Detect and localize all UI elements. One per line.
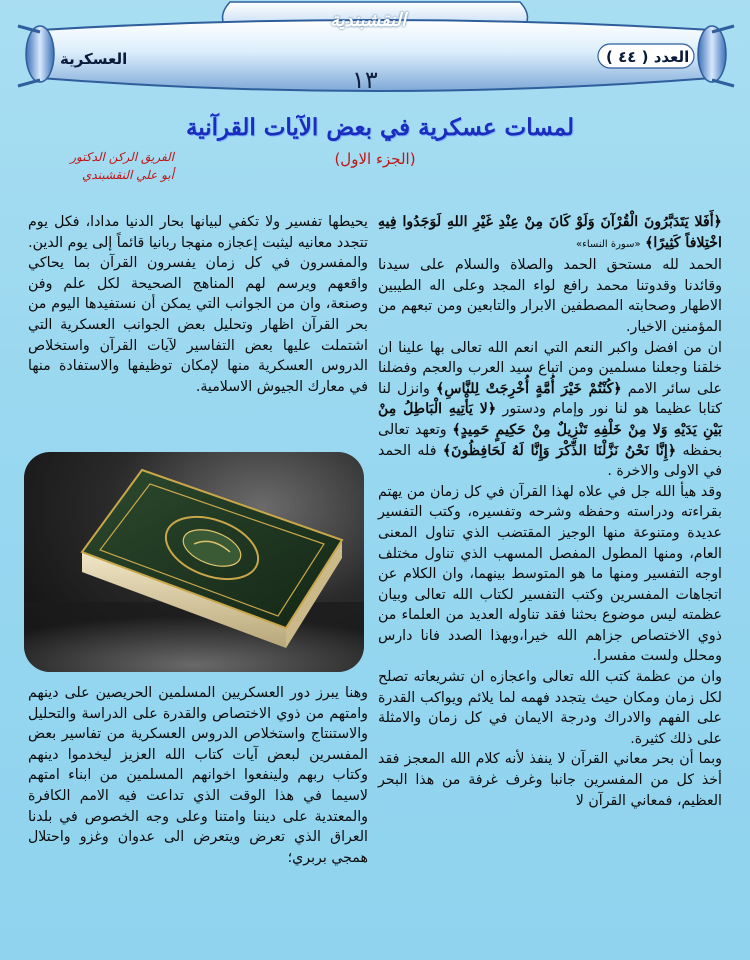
- verse-quote: ﴿إِنَّا نَحْنُ نَزَّلْنَا الذِّكْرَ وَإِنَّا لَهُ لَحَافِظُونَ﴾: [442, 442, 677, 459]
- verse-quote: ﴿كُنْتُمْ خَيْرَ أُمَّةٍ أُخْرِجَتْ لِلنَّاسِ﴾: [436, 380, 622, 397]
- text-run: وتعهد تعالى بحفظه: [378, 421, 723, 459]
- left-column-bottom: [28, 683, 368, 868]
- paragraph: وقد هيأ الله جل في علاه لهذا القرآن في كل زمان من يهتم بقراءته ودراسته وحفظه وشرحه وتفسيره، وكتب التفسير عديدة ومتنوعة منها الوجيز المقتضب الذي تناول المعنى العام، ومنها المطول المفصل المسهب الذي تناول مختلف اوجه التفسير ومنها ما هو المتوسط بينهما، وان الكلام عن اتجاهات المفسرين وكتب التفسير لكتاب الله تعالى وبيان عظمته ليس موضوع بحثنا فقد تناوله العديد من العلماء من ذوي الاختصاص جزاهم الله خيرا،وبهذا الصدد فانا دارس ومحلل ولست مفسرا.: [378, 483, 722, 665]
- article-subtitle: (الجزء الاول): [334, 150, 416, 168]
- paragraph: يحيطها تفسير ولا تكفي لبيانها بحار الدنيا مدادا، فكل يوم تتجدد معانيه ليثبت إعجازه منهجا ربانيا قائماً إلى يوم الدين.: [28, 214, 368, 251]
- verse-reference: «سورة النساء»: [576, 238, 641, 250]
- text-run: ان من افضل واكبر النعم التي انعم الله تعالى بها علينا ان خلقنا وجعلنا مسلمين ومن اتباع سيد العرب والعجم وفضلنا على سائر الامم: [378, 339, 722, 397]
- right-column: [378, 212, 722, 811]
- text-run: وانزل لنا كتابا عظيما هو لنا نور وإمام ودستور: [378, 380, 723, 418]
- paragraph: [378, 338, 722, 482]
- paragraph: والمفسرون في كل زمان يفسرون القرآن بما يحاكي واقعهم ويرسم لهم المناهج الصحيحة لكل علم وفن وصنعة، وان من الجوانب التي يمكن أن نستفيدها اليوم من بحر القرآن اظهار وتحليل بعض الجوانب العسكرية التي اشتملت عليها بعض التفاسير لآيات القرآن واستخلاص الدروس العسكرية منها لإمكان توظيفها والاستفادة منها في معارك الجيوش الاسلامية.: [28, 255, 368, 395]
- paragraph: وبما أن بحر معاني القرآن لا ينفذ لأنه كلام الله المعجز فقد أخذ كل من المفسرين جانبا وغرف غرفة من هذا البحر العظيم، فمعاني القرآن لا: [378, 751, 722, 809]
- paragraph: وان من عظمة كتب الله تعالى واعجازه ان تشريعاته تصلح لكل زمان ومكان حيث يتجدد فهمه لما يلائم ويواكب القدرة على الفهم والادراك ودرجة الايمان في كل زمان والامثلة على ذلك كثيرة.: [378, 669, 722, 747]
- quran-book-image: [24, 452, 364, 672]
- brand-name: النقشبندية: [330, 10, 407, 31]
- paragraph: وهنا يبرز دور العسكريين المسلمين الحريصين على دينهم وامتهم من ذوي الاختصاص والقدرة على الدراسة والتحليل والاستنتاج واستخلاص الدروس العسكرية من تفاسير بعض المفسرين لبعض آيات كتاب الله العزيز ليخدموا دينهم وكتاب ربهم ولينفعوا اخوانهم المسلمين من ابناء امتهم لاسيما في هذا الوقت الذي تداعت فيه الامم الكافرة والمعتدية على ديننا وامتنا وعلى وجه الخصوص في بلدنا العراق الذي تعرض ويتعرض الى عدوان وغزو واحتلال همجي بربري؛: [28, 685, 368, 866]
- paragraph: [378, 212, 722, 255]
- left-column-top: [28, 212, 368, 397]
- text-run: فله الحمد في الاولى والاخرة .: [378, 442, 722, 480]
- magazine-name: العسكرية: [60, 50, 128, 68]
- author-rank: الفريق الركن الدكتور: [70, 150, 174, 164]
- paragraph: الحمد لله مستحق الحمد والصلاة والسلام على سيدنا وقائدنا وقدوتنا محمد رافع لواء المجد وعلى اله الطيبين الاطهار وصحابته المصطفين الابرار والتابعين ومن تبعهم من المؤمنين الاخيار.: [378, 257, 722, 335]
- author-name: أبو علي النقشبندي: [82, 168, 174, 182]
- author-byline: [44, 148, 174, 184]
- issue-number: العدد ( ٤٤ ): [606, 48, 690, 66]
- verse-quote: ﴿أَفَلا يَتَدَبَّرُونَ الْقُرْآنَ وَلَوْ كَانَ مِنْ عِنْدِ غَيْرِ اللهِ لَوَجَدُوا فِيهِ اخْتِلافاً كَثِيرًا﴾: [378, 214, 722, 251]
- verse-quote: ﴿لا يَأْتِيهِ الْبَاطِلُ مِنْ بَيْنِ يَدَيْهِ وَلا مِنْ خَلْفِهِ تَنْزِيلٌ مِنْ حَكِيمٍ حَمِيدٍ﴾: [378, 401, 722, 438]
- page-number: ١٣: [352, 66, 378, 94]
- article-title: لمسات عسكرية في بعض الآيات القرآنية: [185, 114, 575, 141]
